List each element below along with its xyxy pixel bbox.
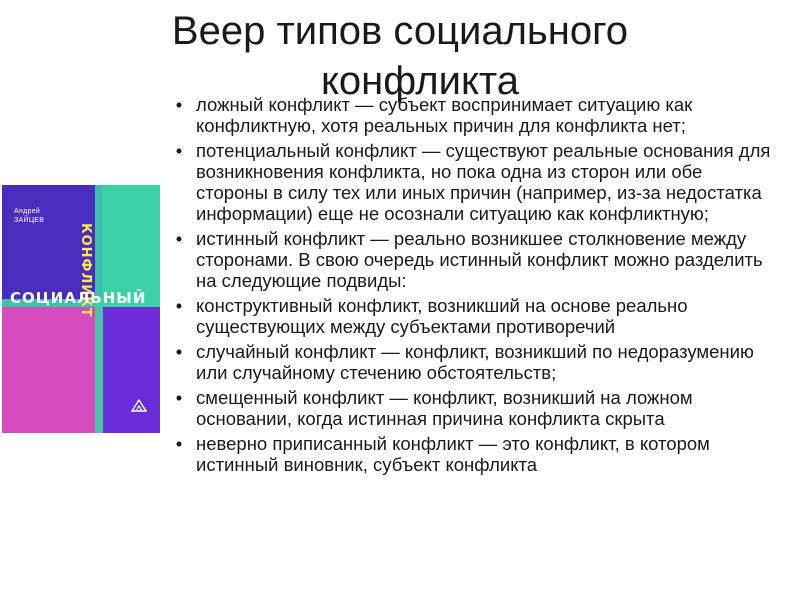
slide-title (60, 6, 740, 106)
list-item-text: неверно приписанный конфликт — это конфликт, в котором истинный виновник, субъект конфликта (196, 433, 710, 475)
publisher-logo-icon (130, 397, 148, 413)
list-item (172, 140, 777, 224)
bullet-icon: • (175, 433, 183, 454)
book-title-horizontal: СОЦИАЛЬНЫЙ (10, 289, 147, 307)
list-item-text: смещенный конфликт — конфликт, возникший на ложном основании, когда истинная причина конфликта скрыта (196, 387, 693, 429)
list-item-text: ложный конфликт — субъект воспринимает ситуацию как конфликтную, хотя реальных причин для конфликта нет; (196, 94, 693, 136)
list-item (172, 295, 777, 337)
book-cover-image (2, 185, 160, 433)
book-title-vertical: КОНФЛИКТ (78, 223, 93, 318)
bullet-icon: • (175, 94, 183, 115)
slide-title-line1: Веер типов социального (171, 9, 629, 53)
book-author-last-name: ЗАЙЦЕВ (14, 217, 45, 224)
list-item-text: конструктивный конфликт, возникший на основе реально существующих между субъектами противоречий (196, 295, 688, 337)
list-item (172, 341, 777, 383)
list-item (172, 94, 777, 136)
bullet-icon: • (175, 228, 183, 249)
bullet-icon: • (175, 341, 183, 362)
bullet-icon: • (175, 140, 183, 161)
book-author-first-name: Андрей (14, 208, 41, 215)
bullet-icon: • (175, 387, 183, 408)
conflict-types-list (172, 94, 777, 479)
list-item (172, 433, 777, 475)
list-item-text: случайный конфликт — конфликт, возникший по недоразумению или случайному стечению обстоятельств; (196, 341, 754, 383)
bullet-icon: • (175, 295, 183, 316)
list-item (172, 387, 777, 429)
list-item-text: истинный конфликт — реально возникшее столкновение между сторонами. В свою очередь истинный конфликт можно разделить на следующие подвиды: (196, 228, 763, 291)
slide-title-line2: конфликта (320, 59, 520, 103)
list-item-text: потенциальный конфликт — существуют реальные основания для возникновения конфликта, но пока одна из сторон или обе стороны в силу тех или иных причин (например, из-за недостатка информации) еще не осознали ситуацию как конфликтную; (196, 140, 771, 224)
book-author (14, 207, 44, 225)
list-item (172, 228, 777, 291)
